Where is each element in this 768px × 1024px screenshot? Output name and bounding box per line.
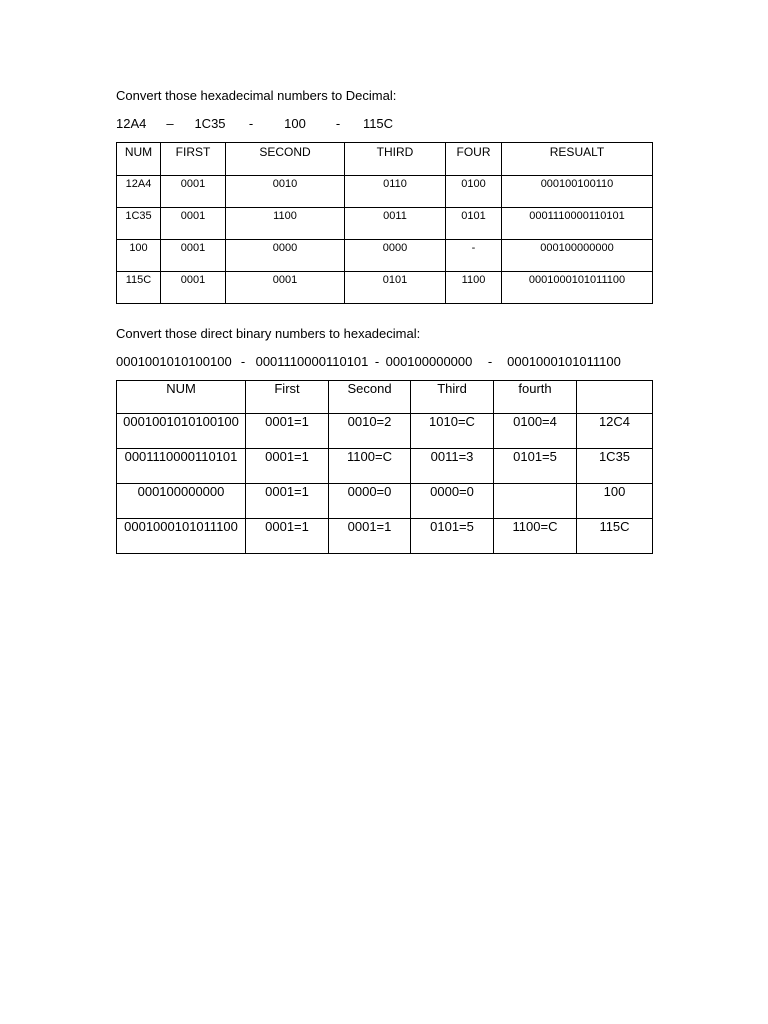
table-cell: 12C4: [577, 414, 653, 449]
section2-title: Convert those direct binary numbers to hexadecimal:: [116, 326, 421, 341]
table-row: [117, 240, 653, 272]
table-header-row: [117, 381, 653, 414]
table-row: [117, 519, 653, 554]
table-cell: 0001=1: [246, 449, 329, 484]
table-cell: -: [446, 240, 502, 272]
table-cell: 0101=5: [494, 449, 577, 484]
table-cell: 0100: [446, 176, 502, 208]
table-cell: 0001=1: [246, 414, 329, 449]
table-cell: 1100: [226, 208, 345, 240]
seq1-item: 115C: [362, 116, 394, 131]
table-cell: 0001=1: [246, 519, 329, 554]
seq2-separator: -: [240, 354, 246, 369]
column-header: Third: [411, 381, 494, 414]
seq2-item: 000100000000: [385, 354, 473, 369]
table-cell: 000100000000: [117, 484, 246, 519]
table-cell: 000100000000: [502, 240, 653, 272]
table-cell: 0000=0: [411, 484, 494, 519]
column-header: First: [246, 381, 329, 414]
column-header: SECOND: [226, 143, 345, 176]
seq2-separator: -: [374, 354, 380, 369]
column-header: Second: [329, 381, 411, 414]
table-cell: 000100100110: [502, 176, 653, 208]
seq2-item: 0001110000110101: [255, 354, 369, 369]
table-cell: 100: [117, 240, 161, 272]
hex-to-binary-table: [116, 142, 653, 304]
seq2-item: 0001000101011100: [507, 354, 621, 369]
table-cell: 1100: [446, 272, 502, 304]
table-cell: 0110: [345, 176, 446, 208]
table-cell: 1010=C: [411, 414, 494, 449]
table-cell: 0001: [161, 176, 226, 208]
table-row: [117, 272, 653, 304]
table-header-row: [117, 143, 653, 176]
table-cell: 100: [577, 484, 653, 519]
table-row: [117, 414, 653, 449]
table-cell: 0001: [161, 240, 226, 272]
table-cell: 0000: [345, 240, 446, 272]
column-header: [577, 381, 653, 414]
section1-sequence: [116, 116, 396, 132]
table-cell: 0000=0: [329, 484, 411, 519]
seq1-separator: -: [335, 116, 341, 131]
table-row: [117, 484, 653, 519]
table-cell: 0001=1: [329, 519, 411, 554]
column-header: FIRST: [161, 143, 226, 176]
seq1-item: 12A4: [116, 116, 147, 131]
table-cell: 0010: [226, 176, 345, 208]
table-row: [117, 208, 653, 240]
table-cell: 0101=5: [411, 519, 494, 554]
binary-to-hex-table: [116, 380, 653, 554]
table-cell: 0011=3: [411, 449, 494, 484]
column-header: fourth: [494, 381, 577, 414]
table-cell: 0001: [226, 272, 345, 304]
column-header: NUM: [117, 143, 161, 176]
table-row: [117, 449, 653, 484]
table-cell: 0001110000110101: [117, 449, 246, 484]
table-cell: 0101: [345, 272, 446, 304]
seq2-item: 0001001010100100: [116, 354, 232, 369]
section2-sequence: [116, 354, 622, 370]
table-row: [117, 176, 653, 208]
seq1-item: 1C35: [194, 116, 226, 131]
table-cell: 0001: [161, 208, 226, 240]
table-cell: 0001110000110101: [502, 208, 653, 240]
table-cell: 1100=C: [329, 449, 411, 484]
seq2-separator: -: [487, 354, 493, 369]
table-cell: 1C35: [577, 449, 653, 484]
column-header: RESUALT: [502, 143, 653, 176]
table-cell: 0010=2: [329, 414, 411, 449]
seq1-separator: –: [166, 116, 174, 131]
table-cell: 0001000101011100: [117, 519, 246, 554]
table-cell: 0011: [345, 208, 446, 240]
table-cell: 115C: [577, 519, 653, 554]
table-cell: 115C: [117, 272, 161, 304]
table-cell: 0001=1: [246, 484, 329, 519]
table-cell: 0001: [161, 272, 226, 304]
seq1-item: 100: [284, 116, 306, 131]
table-cell: 0000: [226, 240, 345, 272]
table-cell: 0101: [446, 208, 502, 240]
table-cell: 1C35: [117, 208, 161, 240]
seq1-separator: -: [248, 116, 254, 131]
table-cell: 12A4: [117, 176, 161, 208]
column-header: NUM: [117, 381, 246, 414]
table-cell: 0100=4: [494, 414, 577, 449]
table-cell: 0001001010100100: [117, 414, 246, 449]
section1-title: Convert those hexadecimal numbers to Decimal:: [116, 88, 397, 103]
table-cell: [494, 484, 577, 519]
column-header: THIRD: [345, 143, 446, 176]
column-header: FOUR: [446, 143, 502, 176]
table-cell: 0001000101011100: [502, 272, 653, 304]
table-cell: 1100=C: [494, 519, 577, 554]
